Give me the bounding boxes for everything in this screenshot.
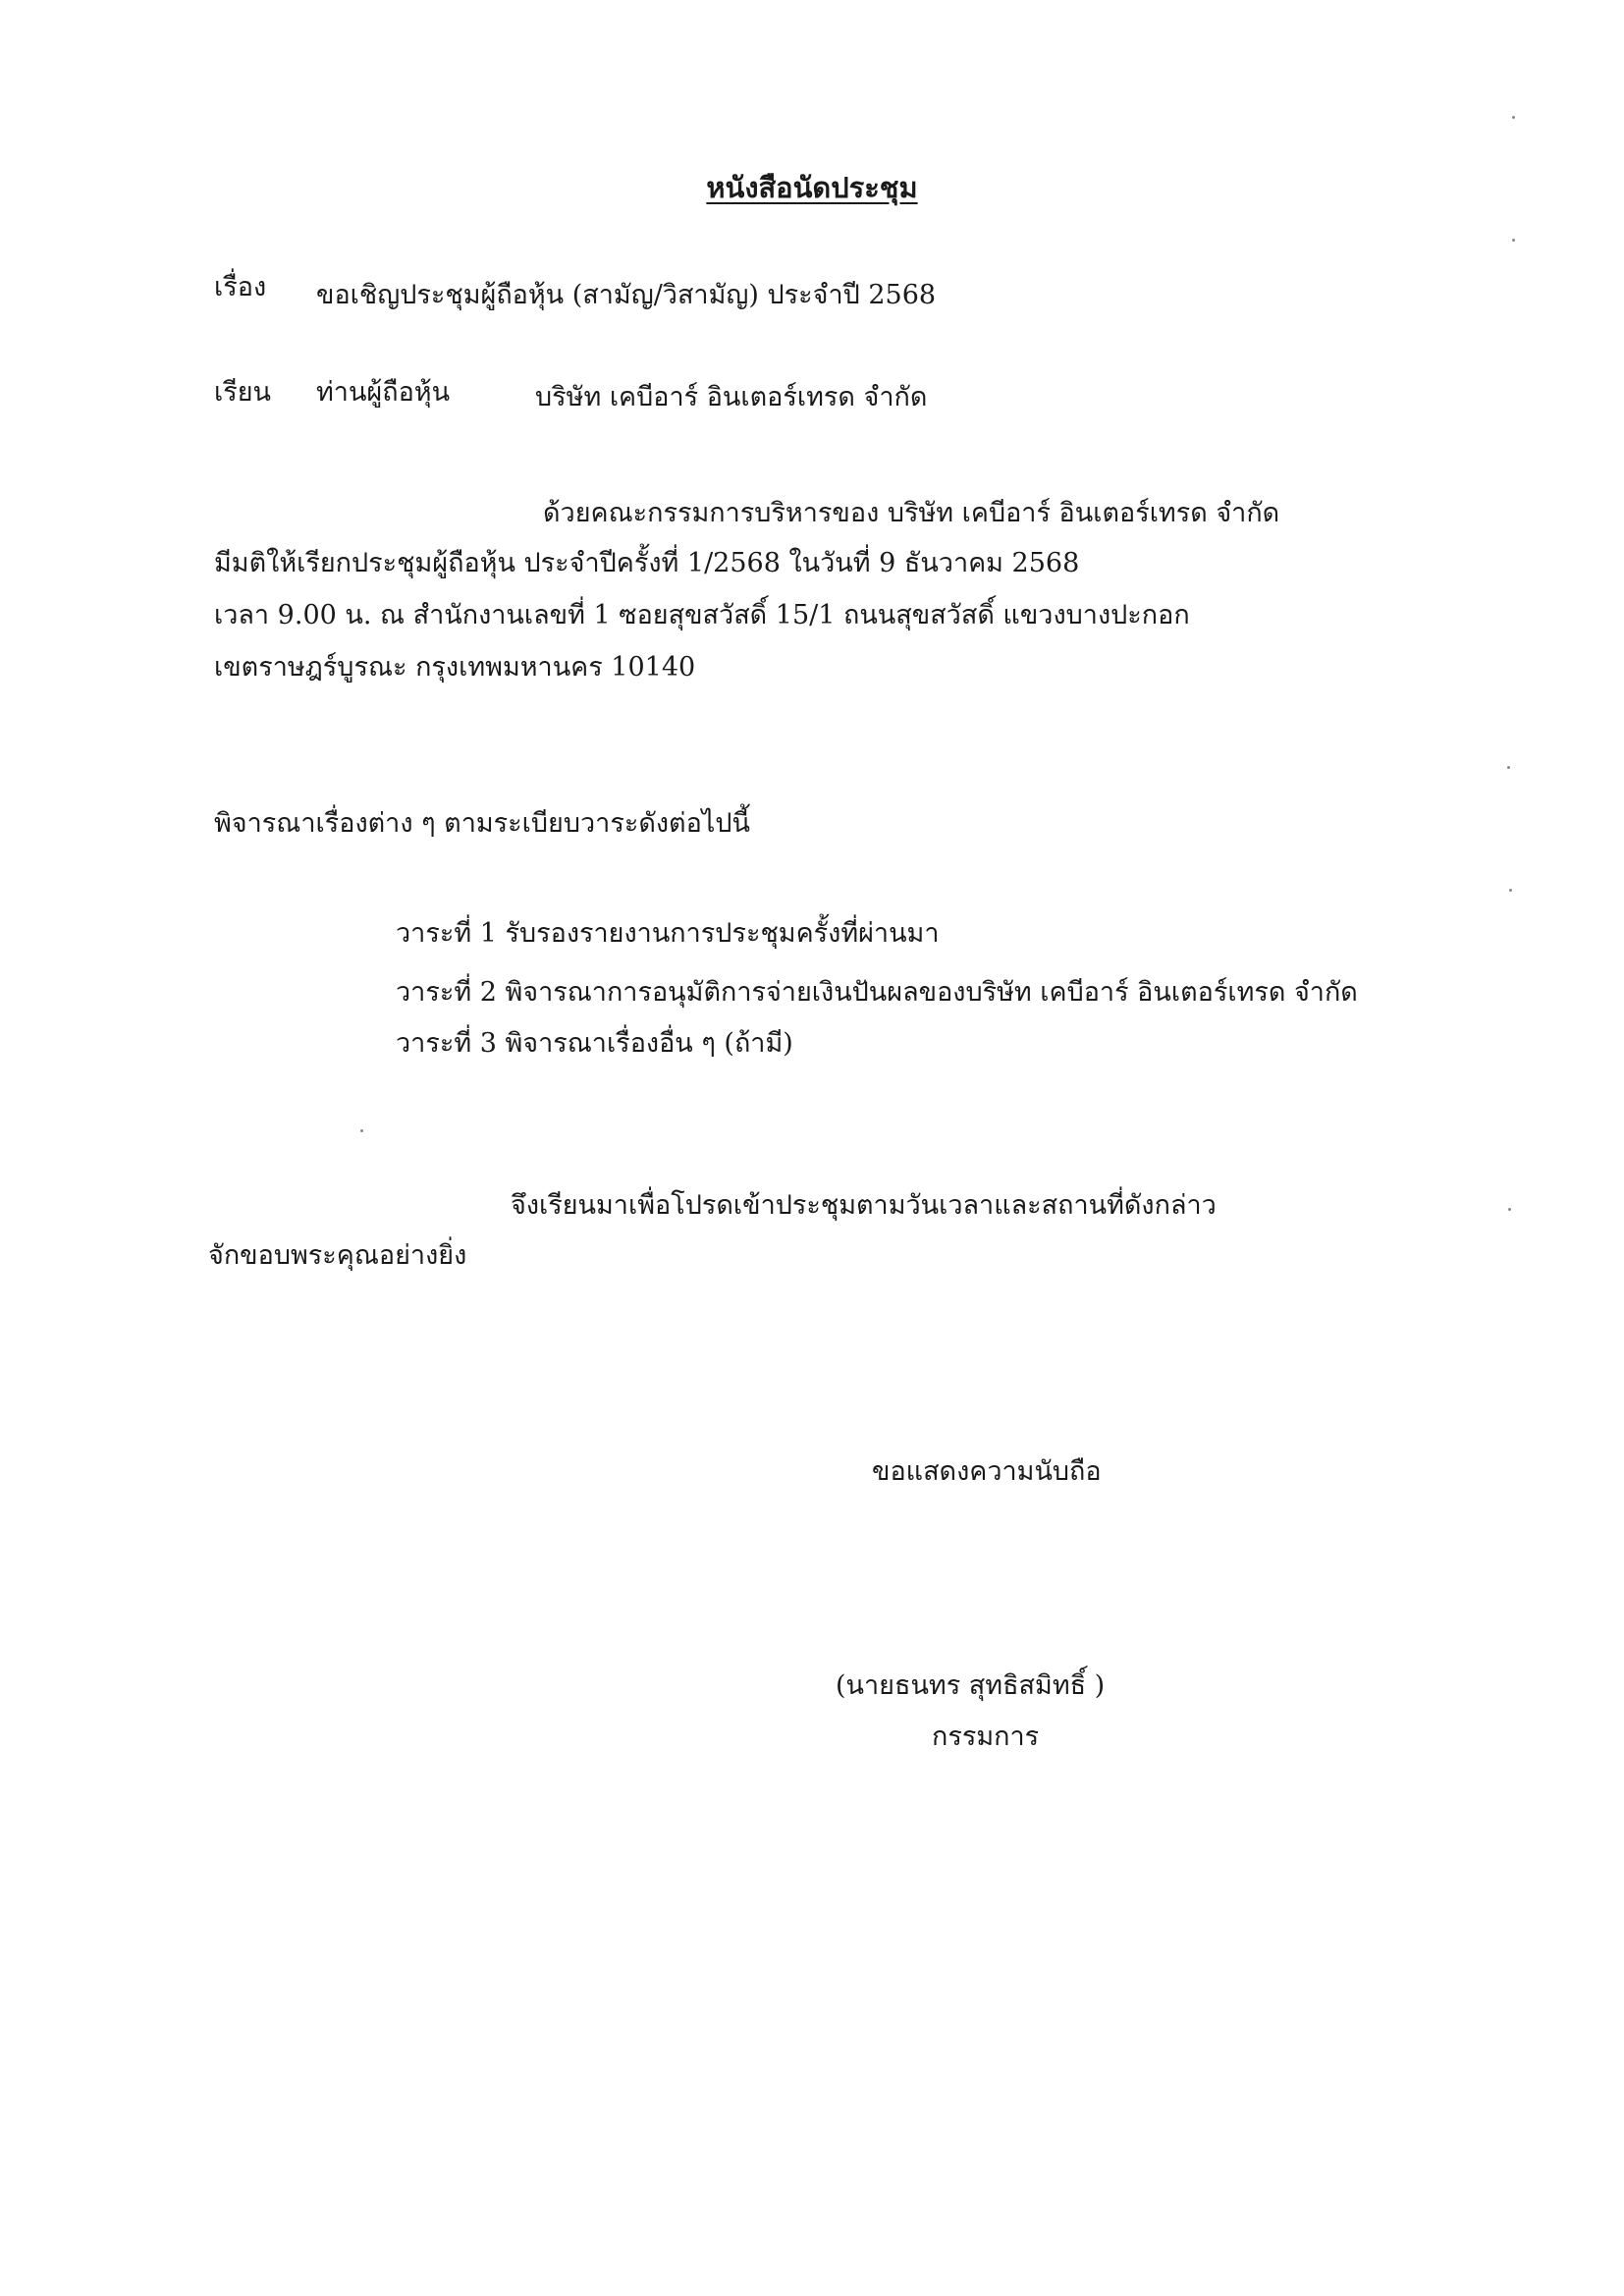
- signer-name: (นายธนทร สุทธิสมิทธิ์ ): [836, 1670, 1106, 1701]
- body-line: เวลา 9.00 น. ณ สำนักงานเลขที่ 1 ซอยสุขสวัสดิ์ 15/1 ถนนสุขสวัสดิ์ แขวงบางปะกอก: [214, 600, 1190, 630]
- recipient-label: เรียน: [214, 377, 272, 408]
- document-title: หนังสือนัดประชุม: [706, 171, 918, 204]
- agenda-item-1: วาระที่ 1 รับรองรายงานการประชุมครั้งที่ผ่านมา: [396, 918, 940, 949]
- regards-text: ขอแสดงความนับถือ: [872, 1456, 1102, 1487]
- scan-speck: [1512, 239, 1515, 242]
- closing-line: จักขอบพระคุณอย่างยิ่ง: [208, 1240, 467, 1271]
- body-line: มีมติให้เรียกประชุมผู้ถือหุ้น ประจำปีครั้งที่ 1/2568 ในวันที่ 9 ธันวาคม 2568: [214, 548, 1080, 578]
- agenda-item-2: วาระที่ 2 พิจารณาการอนุมัติการจ่ายเงินปันผลของบริษัท เคบีอาร์ อินเตอร์เทรด จำกัด: [396, 977, 1358, 1008]
- signer-title: กรรมการ: [932, 1722, 1040, 1752]
- agenda-item-3: วาระที่ 3 พิจารณาเรื่องอื่น ๆ (ถ้ามี): [396, 1028, 793, 1059]
- closing-line: จึงเรียนมาเพื่อโปรดเข้าประชุมตามวันเวลาและสถานที่ดังกล่าว: [511, 1190, 1217, 1221]
- scan-speck: [1512, 116, 1515, 119]
- scan-speck: [360, 1129, 363, 1132]
- agenda-intro: พิจารณาเรื่องต่าง ๆ ตามระเบียบวาระดังต่อไปนี้: [214, 808, 750, 839]
- recipient-to: ท่านผู้ถือหุ้น: [316, 377, 451, 408]
- subject-label: เรื่อง: [214, 272, 267, 302]
- body-line: เขตราษฎร์บูรณะ กรุงเทพมหานคร 10140: [214, 652, 696, 683]
- recipient-company: บริษัท เคบีอาร์ อินเตอร์เทรด จำกัด: [535, 382, 928, 412]
- body-line: ด้วยคณะกรรมการบริหารของ บริษัท เคบีอาร์ อินเตอร์เทรด จำกัด: [543, 498, 1280, 528]
- scan-speck: [1508, 1208, 1511, 1211]
- scan-speck: [1509, 889, 1512, 892]
- scan-speck: [1507, 766, 1510, 769]
- subject-text: ขอเชิญประชุมผู้ถือหุ้น (สามัญ/วิสามัญ) ประจำปี 2568: [316, 280, 937, 310]
